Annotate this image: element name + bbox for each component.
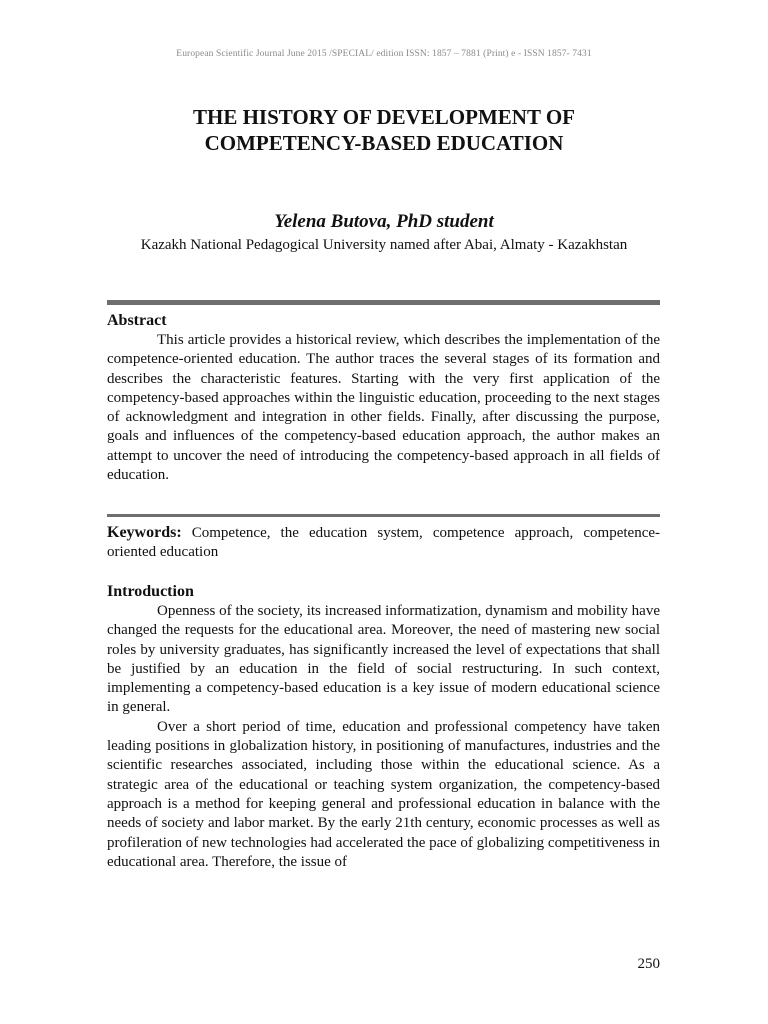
- title-line-2: COMPETENCY-BASED EDUCATION: [204, 131, 564, 155]
- keywords-label: Keywords:: [107, 524, 182, 541]
- abstract-top-rule: [107, 300, 660, 305]
- keywords-section: [107, 523, 660, 563]
- introduction-heading: Introduction: [107, 583, 194, 600]
- page-number: 250: [637, 956, 660, 972]
- introduction-paragraph-2: Over a short period of time, education and professional competency have taken leading positions in globalization history, in positioning of manufactures, industries and the scientific researches associated, including those within the educational science. As a strategic area of the educational or teaching system organization, the competency-based approach is a method for keeping general and professional education in balance with the needs of society and labor market. By the early 21th century, economic processes as well as profileration of new technologies had accelerated the pace of globalizing competitiveness in educational area. Therefore, the issue of: [107, 718, 660, 870]
- title-line-1: THE HISTORY OF DEVELOPMENT OF: [193, 105, 575, 129]
- introduction-paragraph-1: Openness of the society, its increased informatization, dynamism and mobility have changed the requests for the educational area. Moreover, the need of mastering new social roles by university graduates, has significantly increased the level of expectations that shall be justified by an education in the field of social restructuring. In such context, implementing a competency-based education is a key issue of modern educational science in general.: [107, 603, 660, 716]
- keywords-text: Competence, the education system, competence approach, competence-oriented education: [107, 525, 661, 561]
- author-affiliation: Kazakh National Pedagogical University named after Abai, Almaty - Kazakhstan: [140, 237, 628, 253]
- paper-title: [60, 104, 708, 156]
- journal-header: European Scientific Journal June 2015 /SPECIAL/ edition ISSN: 1857 – 7881 (Print) e - ISSN 1857- 7431: [176, 49, 592, 59]
- abstract-heading: Abstract: [107, 312, 167, 329]
- introduction-section: [107, 582, 660, 872]
- author-name: Yelena Butova, PhD student: [274, 211, 494, 232]
- abstract-text: This article provides a historical review, which describes the implementation of the competence-oriented education. The author traces the several stages of its formation and describes the characteristic features. Starting with the very first application of the competency-based approaches within the linguistic education, proceeding to the next stages of acknowledgment and integration in other fields. Finally, after discussing the purpose, goals and influences of the competency-based education approach, the author makes an attempt to uncover the need of introducing the competency-based approach in all fields of education.: [107, 332, 660, 484]
- abstract-section: [107, 311, 660, 485]
- abstract-bottom-rule: [107, 514, 660, 517]
